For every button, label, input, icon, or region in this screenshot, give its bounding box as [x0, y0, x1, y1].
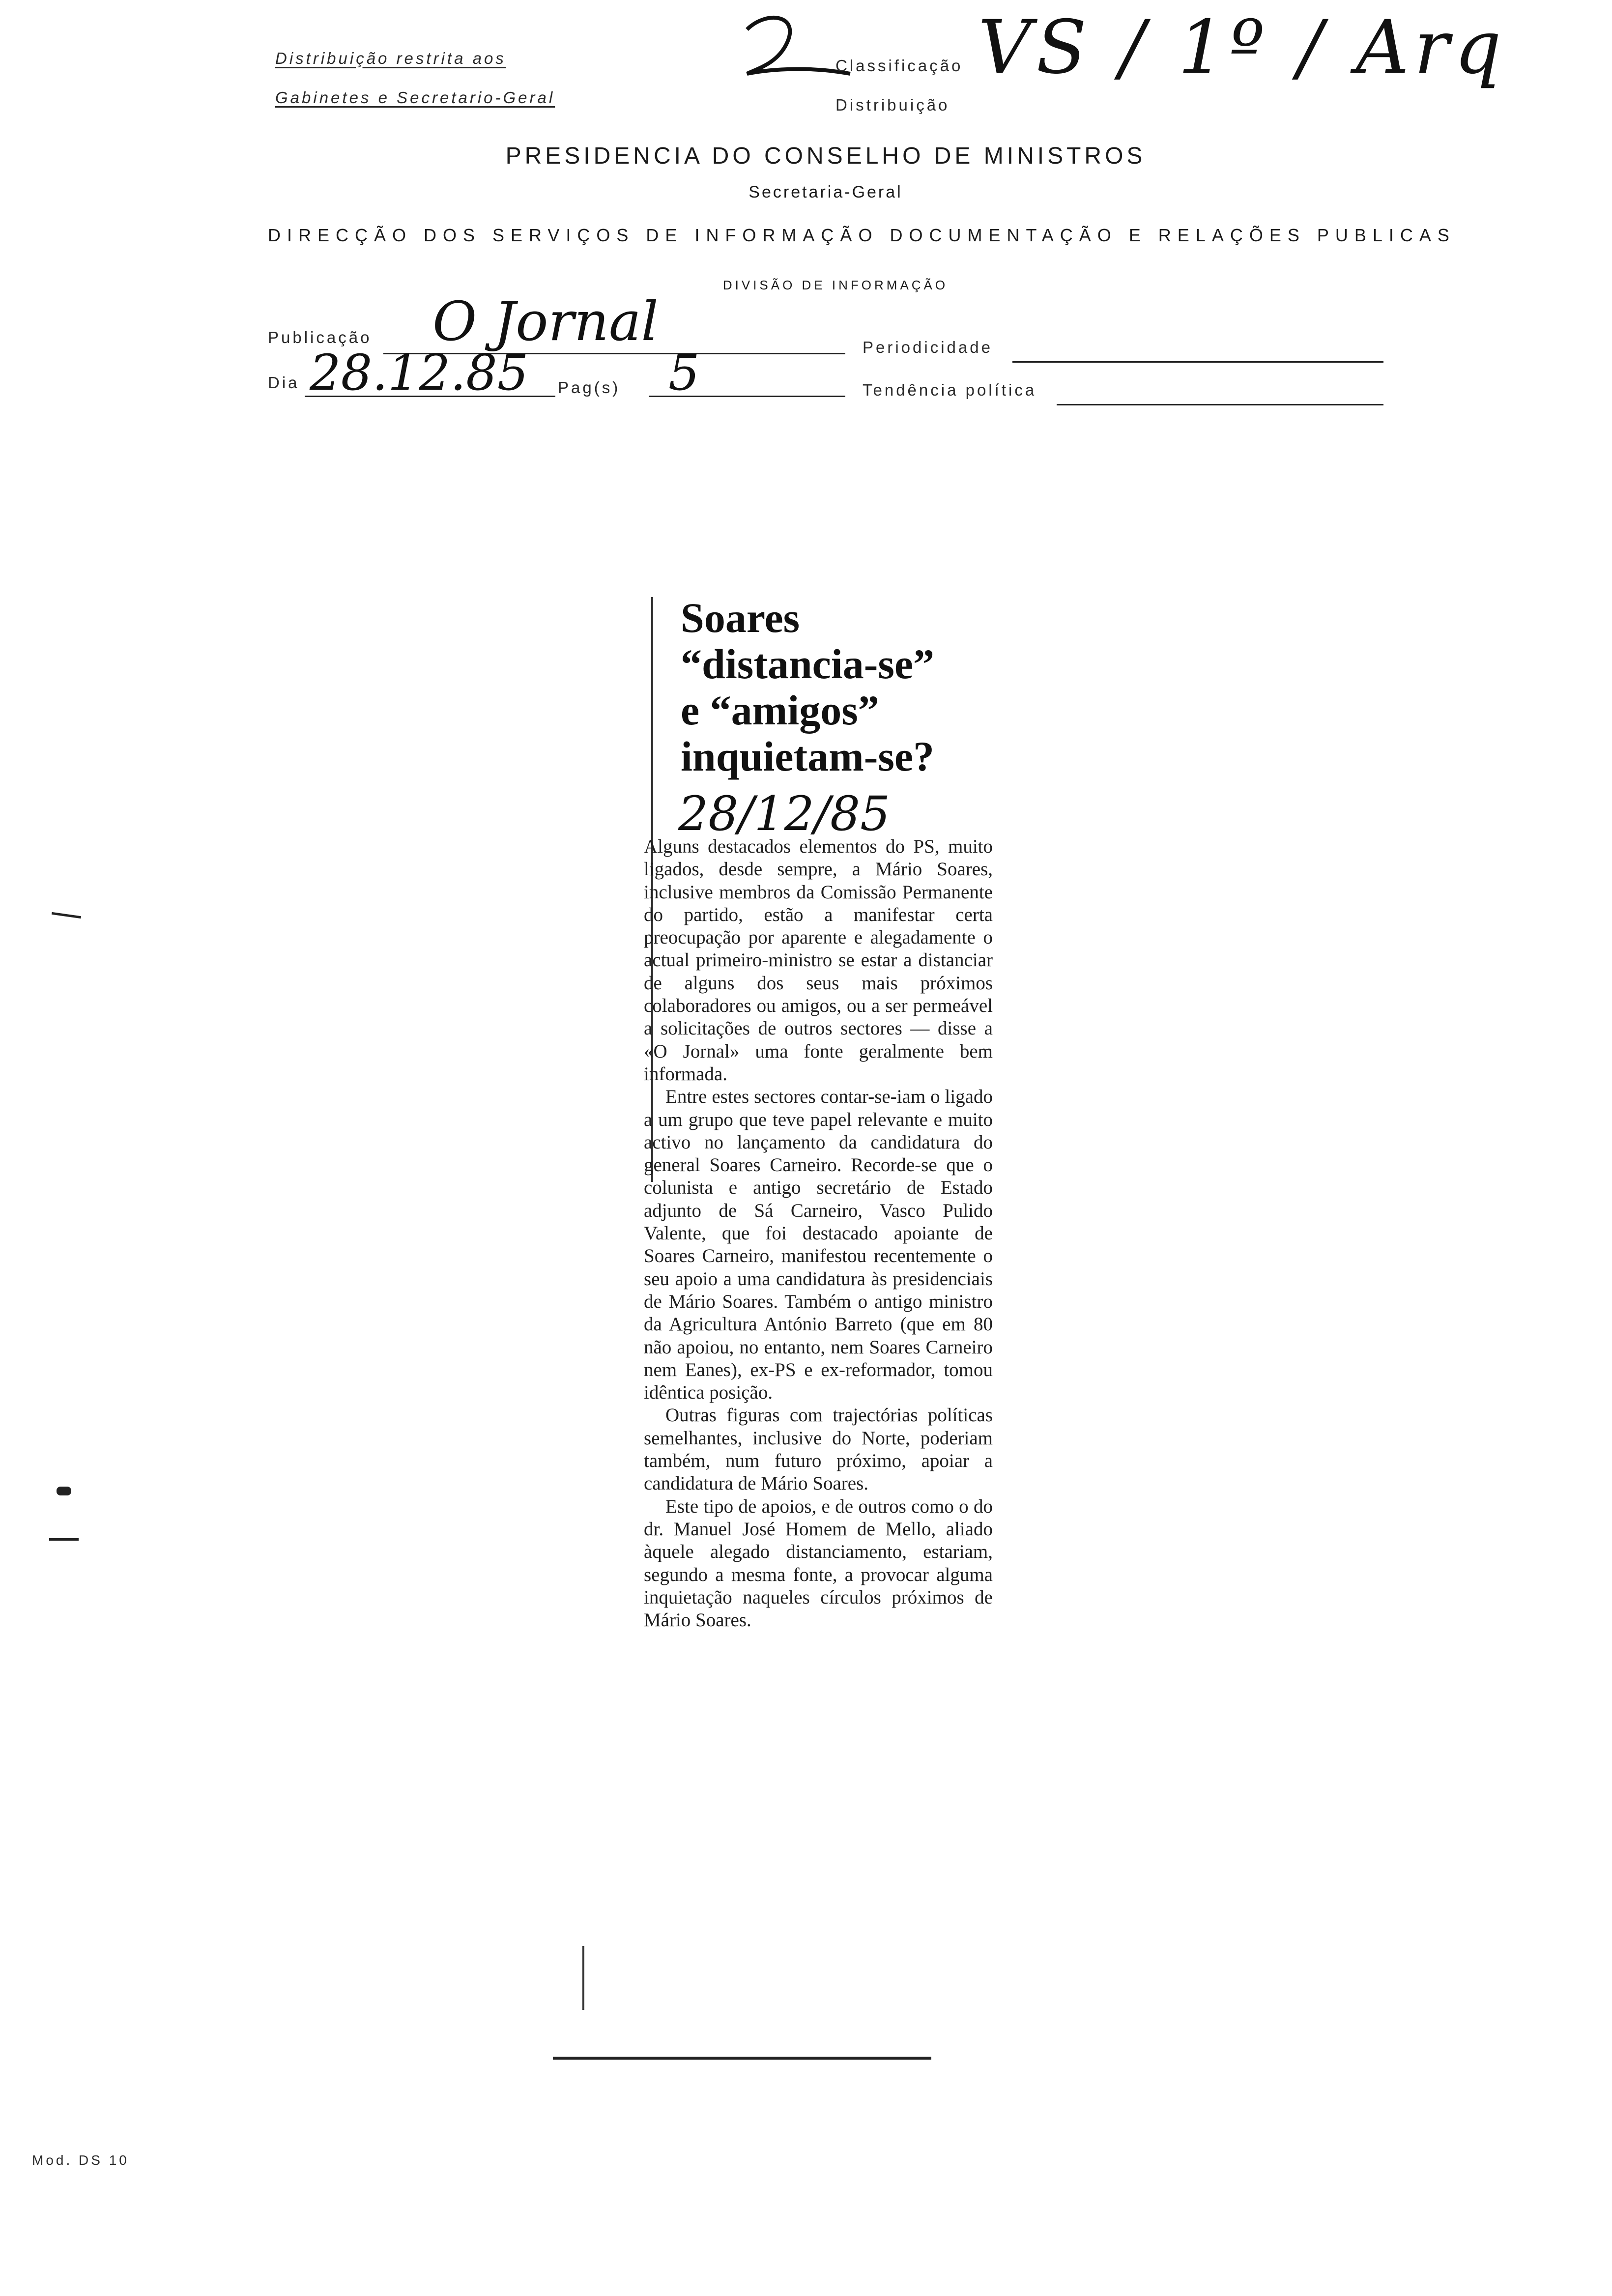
article-paragraph: Este tipo de apoios, e de outros como o do dr. Manuel José Homem de Mello, aliado àquele alegado distanciamento, estariam, segundo a mesma fonte, a provocar alguma inquietação naqueles círculos próximos de Mário Soares.: [644, 1495, 993, 1631]
headline-line-4: inquietam-se?: [681, 733, 934, 780]
day-label: Dia: [268, 373, 300, 392]
clipping-left-rule-lower: [582, 1946, 584, 2010]
distribution-notice-line1: Distribuição restrita aos: [275, 49, 506, 67]
handwritten-clipping-date: 28/12/85: [678, 786, 891, 841]
headline-line-2: “distancia-se”: [681, 640, 934, 688]
page-label: Pag(s): [558, 378, 621, 397]
political-tendency-field-line: [1057, 404, 1383, 405]
clipping-bottom-rule: [553, 2057, 931, 2060]
form-code: Mod. DS 10: [32, 2152, 129, 2168]
article-paragraph: Outras figuras com trajectórias políticas semelhantes, inclusive do Norte, poderiam também, num futuro próximo, apoiar a candidatura de Mário Soares.: [644, 1405, 993, 1494]
headline-line-3: e “amigos”: [681, 687, 879, 734]
political-tendency-label: Tendência política: [863, 381, 1037, 399]
article-paragraph: Entre estes sectores contar-se-iam o ligado a um grupo que teve papel relevante e muito activo no lançamento da candidatura do general Soares Carneiro. Recorde-se que o colunista e antigo secretário de Estado adjunto de Sá Carneiro, Vasco Pulido Valente, que foi destacado apoiante de Soares Carneiro, manifestou recentemente o seu apoio a uma candidatura às presidenciais de Mário Soares. Também o antigo ministro da Agricultura António Barreto (que em 80 não apoiou, no entanto, nem Soares Carneiro nem Eanes), ex-PS e ex-reformador, tomou idêntica posição.: [644, 1086, 993, 1404]
day-handwritten-value: 28.12.85: [310, 344, 529, 402]
distribution-notice-line2: Gabinetes e Secretario-Geral: [275, 88, 555, 107]
periodicity-label: Periodicidade: [863, 338, 993, 356]
division-line: DIVISÃO DE INFORMAÇÃO: [722, 278, 949, 292]
scan-artifact-mark: [52, 912, 81, 918]
page-handwritten-value: 5: [668, 344, 700, 402]
classification-label: Classificação: [835, 57, 963, 75]
scan-artifact-mark: [57, 1487, 71, 1495]
periodicity-field-line: [1012, 361, 1383, 363]
headline-line-1: Soares: [681, 594, 800, 641]
distribution-label: Distribuição: [835, 96, 950, 114]
page-title: PRESIDENCIA DO CONSELHO DE MINISTROS: [505, 143, 1146, 169]
article-body: [644, 835, 993, 1632]
directorate-line: DIRECÇÃO DOS SERVIÇOS DE INFORMAÇÃO DOCUMENTAÇÃO E RELAÇÕES PUBLICAS: [268, 225, 1456, 245]
article-headline: [681, 595, 995, 779]
article-paragraph: Alguns destacados elementos do PS, muito ligados, desde sempre, a Mário Soares, inclusive membros da Comissão Permanente do partido, estão a manifestar certa preocupação por aparente e alegadamente o actual primeiro-ministro se estar a distanciar de alguns dos seus mais próximos colaboradores ou amigos, ou a ser permeável a solicitações de outros sectores — disse a «O Jornal» uma fonte geralmente bem informada.: [644, 836, 993, 1085]
publication-handwritten-value: O Jornal: [432, 290, 659, 353]
scan-artifact-mark: [49, 1538, 79, 1541]
publication-label: Publicação: [268, 328, 372, 346]
page-subtitle: Secretaria-Geral: [748, 183, 903, 201]
handwritten-filing-note: VS / 1º / Arq: [978, 5, 1506, 90]
